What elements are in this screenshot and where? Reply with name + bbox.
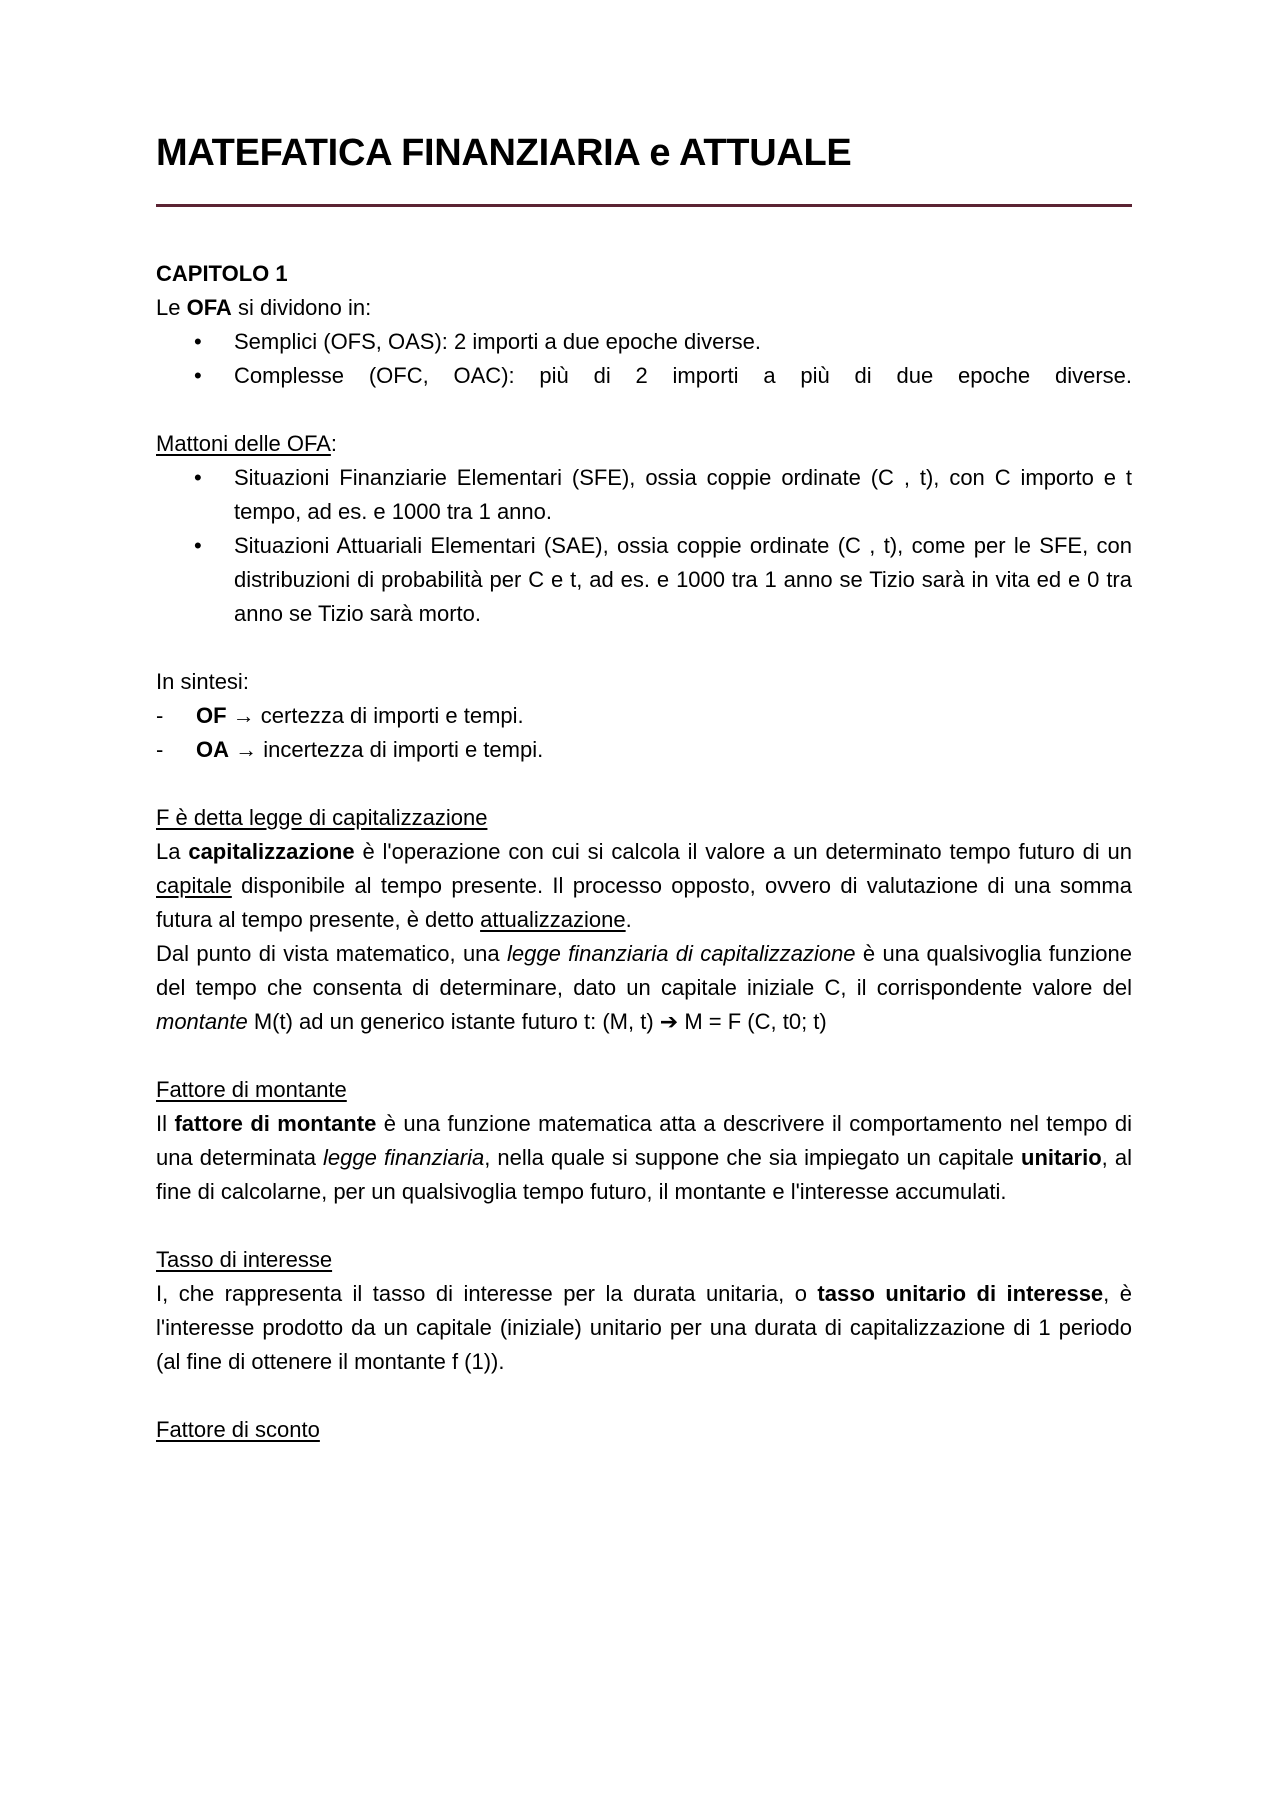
mattoni-heading: [156, 427, 1132, 461]
text-run: , nella quale si suppone che sia impiegato un capitale: [484, 1145, 1021, 1170]
tasso-heading-text: Tasso di interesse: [156, 1247, 333, 1272]
text-run: La: [156, 839, 189, 864]
title-divider: [156, 204, 1132, 207]
list-item: [156, 699, 1132, 733]
text-run-bold: capitalizzazione: [188, 839, 355, 864]
legge-paragraph-2: [156, 937, 1132, 1039]
spacer: [156, 631, 1132, 665]
text-run: M = F (C, t0; t): [678, 1009, 827, 1034]
text-run-bold: fattore di montante: [174, 1111, 377, 1136]
fattore-montante-heading-text: Fattore di montante: [156, 1077, 347, 1102]
spacer: [156, 1039, 1132, 1073]
legge-heading: [156, 801, 1132, 835]
mattoni-colon: :: [330, 431, 337, 456]
text-run-bold: tasso unitario di interesse: [817, 1281, 1104, 1306]
text-run: Il: [156, 1111, 175, 1136]
text-run-underlined: capitale: [156, 873, 232, 898]
text-run: .: [625, 907, 632, 932]
mattoni-list: [156, 461, 1132, 631]
fattore-montante-paragraph: [156, 1107, 1132, 1209]
spacer: [156, 393, 1132, 427]
text-run: Dal punto di vista matematico, una: [156, 941, 507, 966]
intro-post: si dividono in:: [231, 295, 372, 320]
document-content: [156, 128, 1132, 1447]
spacer: [156, 1209, 1132, 1243]
list-item: • Complesse (OFC, OAC): più di 2 importi a più di due epoche diverse.: [156, 359, 1132, 393]
intro-line: [156, 291, 1132, 325]
sintesi-term: OA: [196, 737, 229, 762]
arrow-right-icon: ➔: [659, 1009, 679, 1034]
text-run-underlined: attualizzazione: [480, 907, 626, 932]
sintesi-list: [156, 699, 1132, 767]
text-run: disponibile al tempo presente. Il processo opposto, ovvero di valutazione di una somma futura al tempo presente, è detto: [156, 873, 1132, 932]
intro-bold: OFA: [186, 295, 232, 320]
tasso-heading: [156, 1243, 1132, 1277]
legge-paragraph-1: [156, 835, 1132, 937]
mattoni-heading-text: Mattoni delle OFA: [156, 431, 331, 456]
spacer: [156, 1379, 1132, 1413]
text-run: M(t) ad un generico istante futuro t: (M, t): [247, 1009, 660, 1034]
sintesi-text: → certezza di importi e tempi.: [226, 703, 524, 728]
text-run-italic: legge finanziaria: [323, 1145, 485, 1170]
list-item: • Situazioni Finanziarie Elementari (SFE), ossia coppie ordinate (C , t), con C importo e t tempo, ad es. e 1000 tra 1 anno.: [156, 461, 1132, 529]
text-run-italic: legge finanziaria di capitalizzazione: [506, 941, 856, 966]
text-run-bold: unitario: [1021, 1145, 1102, 1170]
spacer: [156, 767, 1132, 801]
legge-heading-text: F è detta legge di capitalizzazione: [156, 805, 488, 830]
text-run: , al fine di calcolarne, per un qualsivoglia tempo futuro, il montante e l'interesse accumulati.: [156, 1145, 1132, 1204]
text-run: è l'operazione con cui si calcola il valore a un determinato tempo futuro di un: [354, 839, 1133, 864]
sintesi-term: OF: [196, 703, 227, 728]
chapter-heading: [156, 257, 1132, 291]
text-run: è una funzione matematica atta a descrivere il comportamento nel tempo di una determinata: [156, 1111, 1132, 1170]
text-run: è una qualsivoglia funzione del tempo che consenta di determinare, dato un capitale iniziale C, il corrispondente valore del: [156, 941, 1132, 1000]
chapter-label: CAPITOLO 1: [156, 261, 288, 286]
sintesi-heading: In sintesi:: [156, 669, 249, 694]
fattore-sconto-heading-text: Fattore di sconto: [156, 1417, 320, 1442]
text-run: , è l'interesse prodotto da un capitale (iniziale) unitario per una durata di capitalizzazione di 1 periodo (al fine di ottenere il montante f (1)).: [156, 1281, 1132, 1374]
tasso-paragraph: [156, 1277, 1132, 1379]
ofa-types-list: [156, 325, 1132, 393]
list-item: [156, 733, 1132, 767]
intro-pre: Le: [156, 295, 187, 320]
sintesi-text: → incertezza di importi e tempi.: [229, 737, 544, 762]
text-run-italic: montante: [156, 1009, 248, 1034]
text-run: I, che rappresenta il tasso di interesse per la durata unitaria, o: [156, 1281, 818, 1306]
fattore-sconto-heading: [156, 1413, 1132, 1447]
document-title: MATEFATICA FINANZIARIA e ATTUALE: [156, 132, 852, 174]
list-item: • Situazioni Attuariali Elementari (SAE), ossia coppie ordinate (C , t), come per le SFE, con distribuzioni di probabilità per C e t, ad es. e 1000 tra 1 anno se Tizio sarà in vita ed e 0 tra anno se Tizio sarà morto.: [156, 529, 1132, 631]
list-item: • Semplici (OFS, OAS): 2 importi a due epoche diverse.: [156, 325, 1132, 359]
fattore-montante-heading: [156, 1073, 1132, 1107]
